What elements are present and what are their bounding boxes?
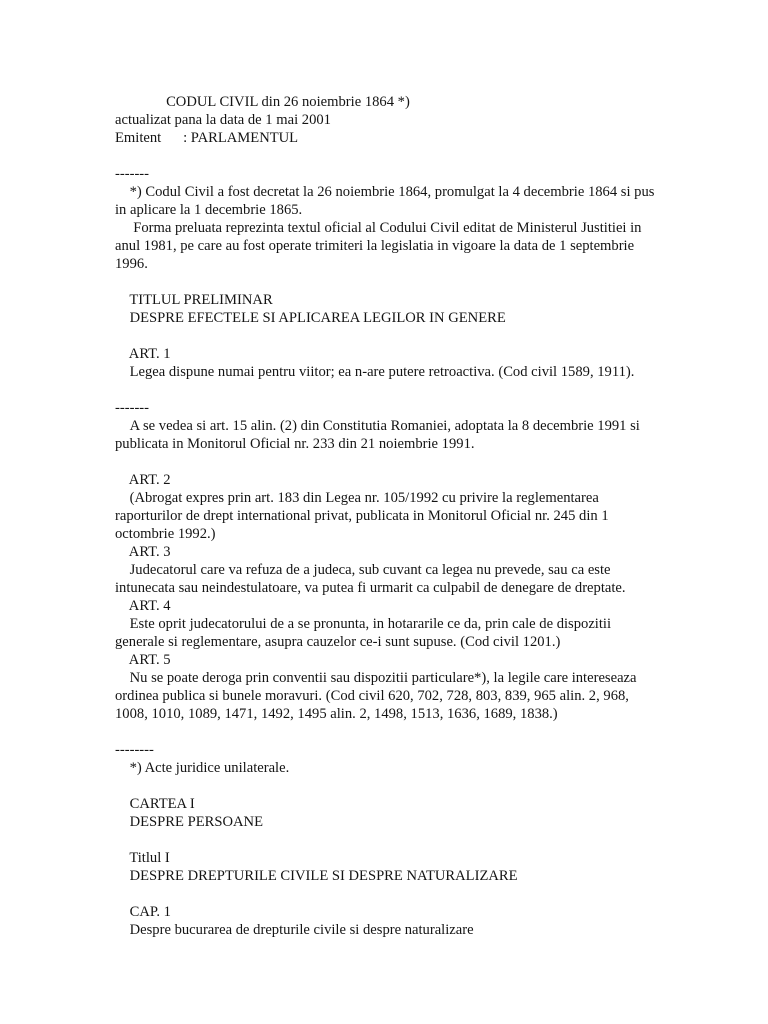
footnote-paragraph: *) Codul Civil a fost decretat la 26 noiembrie 1864, promulgat la 4 decembrie 1864 si pus in aplicare la 1 decembrie 1865. (115, 184, 659, 218)
title-heading: Titlul I (115, 850, 170, 866)
footnote-paragraph: *) Acte juridice unilaterale. (115, 760, 290, 776)
separator: -------- (115, 742, 154, 758)
section-subheading: DESPRE EFECTELE SI APLICAREA LEGILOR IN GENERE (115, 310, 506, 326)
blank-line (115, 831, 655, 849)
article-heading: ART. 5 (115, 652, 171, 668)
blank-line (115, 273, 655, 291)
chapter-subheading: Despre bucurarea de drepturile civile si despre naturalizare (115, 922, 474, 938)
issuer-line: Emitent : PARLAMENTUL (115, 130, 299, 146)
article-text: Nu se poate deroga prin conventii sau dispozitii particulare*), la legile care intereseaza ordinea publica si bunele moravuri. (Cod civil 620, 702, 728, 803, 839, 965 alin. 2, 968, 1008, 1010, 1089, 1471, 1492, 1495 alin. 2, 1498, 1513, 1636, 1689, 1838.) (115, 670, 641, 722)
article-text: (Abrogat expres prin art. 183 din Legea nr. 105/1992 cu privire la reglementarea raporturilor de drept international privat, publicata in Monitorul Oficial nr. 245 din 1 octombrie 1992.) (115, 490, 613, 542)
book-heading: CARTEA I (115, 796, 195, 812)
blank-line (115, 723, 655, 741)
book-subheading: DESPRE PERSOANE (115, 814, 263, 830)
separator: ------- (115, 166, 150, 182)
document-title: CODUL CIVIL din 26 noiembrie 1864 *) (115, 94, 410, 110)
blank-line (115, 885, 655, 903)
separator: ------- (115, 400, 150, 416)
article-heading: ART. 3 (115, 544, 171, 560)
blank-line (115, 453, 655, 471)
blank-line (115, 777, 655, 795)
article-text: Judecatorul care va refuza de a judeca, sub cuvant ca legea nu prevede, sau ca este intunecata sau neindestulatoare, va putea fi urmarit ca culpabil de denegare de dreptate. (115, 562, 626, 596)
footnote-paragraph: Forma preluata reprezinta textul oficial al Codului Civil editat de Ministerul Justitiei in anul 1981, pe care au fost operate trimiteri la legislatia in vigoare la data de 1 septembrie 1996. (115, 220, 646, 272)
section-heading: TITLUL PRELIMINAR (115, 292, 273, 308)
chapter-heading: CAP. 1 (115, 904, 171, 920)
document-page (115, 93, 659, 939)
title-subheading: DESPRE DREPTURILE CIVILE SI DESPRE NATURALIZARE (115, 868, 518, 884)
update-note: actualizat pana la data de 1 mai 2001 (115, 112, 331, 128)
article-heading: ART. 2 (115, 472, 171, 488)
article-heading: ART. 4 (115, 598, 171, 614)
blank-line (115, 381, 655, 399)
article-text: Este oprit judecatorului de a se pronunta, in hotararile ce da, prin cale de dispozitii generale si reglementare, asupra cauzelor ce-i sunt supuse. (Cod civil 1201.) (115, 616, 615, 650)
article-text: Legea dispune numai pentru viitor; ea n-are putere retroactiva. (Cod civil 1589, 1911). (115, 364, 635, 380)
blank-line (115, 147, 655, 165)
footnote-paragraph: A se vedea si art. 15 alin. (2) din Constitutia Romaniei, adoptata la 8 decembrie 1991 si publicata in Monitorul Oficial nr. 233 din 21 noiembrie 1991. (115, 418, 644, 452)
blank-line (115, 327, 655, 345)
article-heading: ART. 1 (115, 346, 171, 362)
